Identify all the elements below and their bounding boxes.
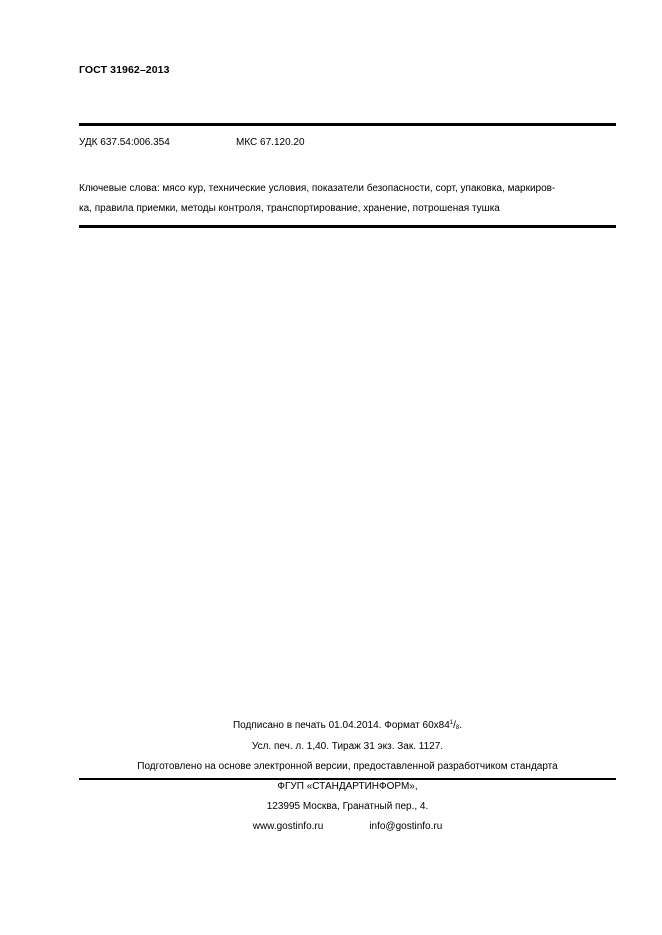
- top-divider: [79, 123, 616, 126]
- mks-code: МКС 67.120.20: [236, 137, 305, 148]
- publisher-contacts: [79, 821, 616, 832]
- format-sub: 8: [455, 725, 460, 731]
- signed-text: Подписано в печать 01.04.2014. Формат 60x84: [232, 720, 450, 731]
- classification-row: [79, 137, 305, 148]
- format-end: .: [459, 720, 463, 731]
- keywords-block: [79, 179, 616, 219]
- standard-code: ГОСТ 31962–2013: [79, 64, 170, 76]
- print-info: Усл. печ. л. 1,40. Тираж 31 экз. Зак. 1127.: [251, 741, 444, 752]
- format-slash: /: [453, 720, 456, 731]
- imprint-divider: [79, 778, 616, 780]
- publisher-name: ФГУП «СТАНДАРТИНФОРМ»,: [277, 781, 418, 792]
- format-sup: 1: [449, 720, 454, 726]
- email-link[interactable]: info@gostinfo.ru: [369, 821, 443, 832]
- prepared-note: Подготовлено на основе электронной версии, предоставленной разработчиком стандарта: [137, 761, 558, 772]
- keywords-line-2: ка, правила приемки, методы контроля, транспортирование, хранение, потрошеная тушка: [79, 203, 500, 214]
- website-link[interactable]: www.gostinfo.ru: [252, 821, 324, 832]
- keywords-line-1: Ключевые слова: мясо кур, технические условия, показатели безопасности, сорт, упаковка, маркиров-: [79, 183, 556, 194]
- keywords-divider: [79, 225, 616, 228]
- publisher-address: 123995 Москва, Гранатный пер., 4.: [266, 801, 429, 812]
- signed-for-print: [79, 720, 616, 731]
- udk-code: УДК 637.54:006.354: [79, 137, 170, 148]
